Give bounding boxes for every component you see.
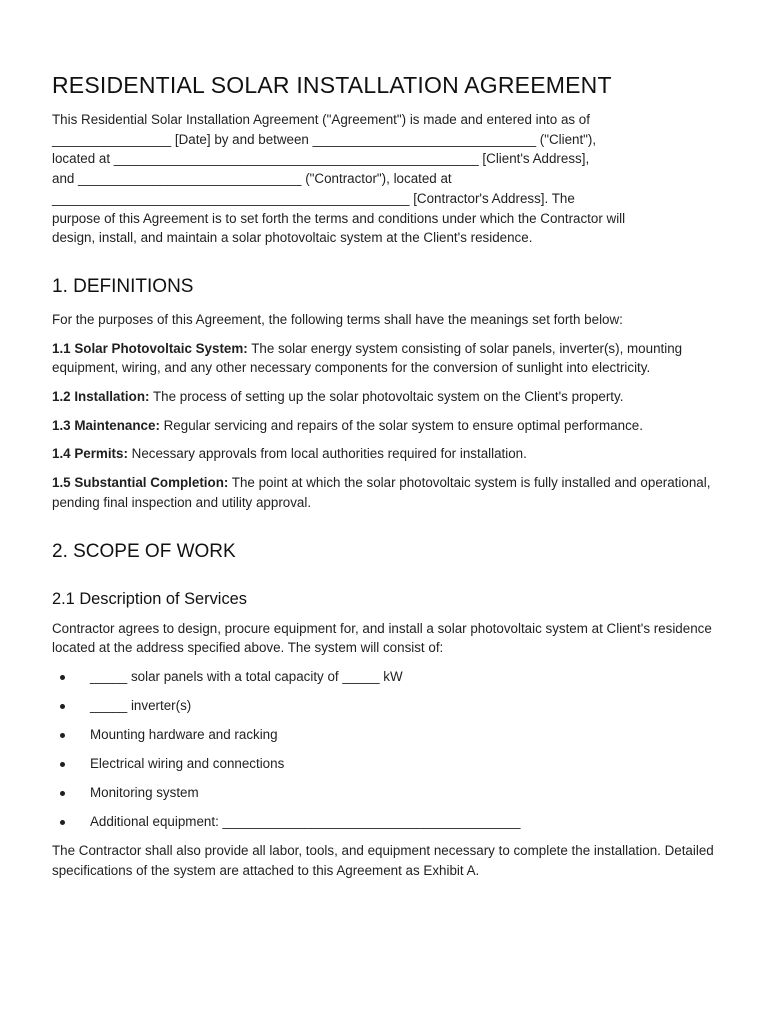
intro-line: This Residential Solar Installation Agreement ("Agreement") is made and entered into as of — [52, 112, 590, 127]
services-lead: Contractor agrees to design, procure equipment for, and install a solar photovoltaic system at Client's residence located at the address specified above. The system will consist of: — [52, 620, 712, 656]
definition-text: Necessary approvals from local authorities required for installation. — [127, 446, 527, 462]
intro-line: ________________ [Date] by and between ______________________________ ("Client"), — [52, 131, 597, 147]
definition-item — [52, 416, 720, 436]
definition-item — [52, 339, 720, 378]
bullet-icon — [60, 791, 65, 796]
list-item-text: Monitoring system — [90, 784, 199, 800]
definitions-lead: For the purposes of this Agreement, the following terms shall have the meanings set forth below: — [52, 311, 623, 327]
definition-term: 1.1 Solar Photovoltaic System: — [52, 340, 248, 356]
list-item-text: _____ solar panels with a total capacity of _____ kW — [90, 668, 403, 684]
definition-text: The point at which the solar photovoltaic system is fully installed and operational, pending final inspection and utility approval. — [52, 475, 711, 510]
list-item-text: Additional equipment: ________________________________________ — [90, 813, 521, 829]
intro-line: ________________________________________________ [Contractor's Address]. The — [52, 190, 575, 206]
intro-paragraph — [52, 110, 720, 248]
bullet-icon — [60, 820, 65, 825]
intro-line: design, install, and maintain a solar photovoltaic system at the Client's residence. — [52, 230, 533, 246]
document-title: RESIDENTIAL SOLAR INSTALLATION AGREEMENT — [52, 72, 612, 98]
bullet-icon — [60, 733, 65, 738]
definition-text: Regular servicing and repairs of the solar system to ensure optimal performance. — [159, 417, 643, 433]
list-item-text: _____ inverter(s) — [90, 697, 192, 713]
definition-item — [52, 444, 720, 464]
intro-line: and ______________________________ ("Contractor"), located at — [52, 171, 452, 187]
bullet-icon — [60, 762, 65, 767]
list-item — [52, 812, 720, 832]
bullet-icon — [60, 675, 65, 680]
section-heading-scope: 2. SCOPE OF WORK — [52, 540, 236, 562]
list-item — [52, 667, 720, 687]
list-item-text: Mounting hardware and racking — [90, 726, 278, 742]
definition-term: 1.4 Permits: — [52, 446, 128, 462]
section-heading-definitions: 1. DEFINITIONS — [52, 275, 194, 297]
definition-term: 1.5 Substantial Completion: — [52, 475, 229, 491]
definition-term: 1.2 Installation: — [52, 389, 150, 405]
list-item — [52, 754, 720, 774]
list-item — [52, 783, 720, 803]
list-item — [52, 725, 720, 745]
definition-item — [52, 473, 720, 512]
definition-item — [52, 387, 720, 407]
closing-paragraph: The Contractor shall also provide all labor, tools, and equipment necessary to complete the installation. Detailed specifications of the system are attached to this Agreement as Exhibit A. — [52, 842, 714, 878]
equipment-list — [52, 667, 720, 832]
definition-text: The solar energy system consisting of solar panels, inverter(s), mounting equipment, wiring, and any other necessary components for the conversion of sunlight into electricity. — [52, 340, 683, 376]
intro-line: purpose of this Agreement is to set forth the terms and conditions under which the Contractor will — [52, 210, 626, 226]
list-item — [52, 696, 720, 716]
definition-term: 1.3 Maintenance: — [52, 417, 160, 433]
document-page — [52, 70, 720, 880]
subsection-heading-services: 2.1 Description of Services — [52, 589, 247, 608]
list-item-text: Electrical wiring and connections — [90, 755, 285, 771]
bullet-icon — [60, 704, 65, 709]
definition-text: The process of setting up the solar photovoltaic system on the Client's property. — [149, 389, 624, 405]
intro-line: located at _________________________________________________ [Client's Address], — [52, 151, 590, 167]
